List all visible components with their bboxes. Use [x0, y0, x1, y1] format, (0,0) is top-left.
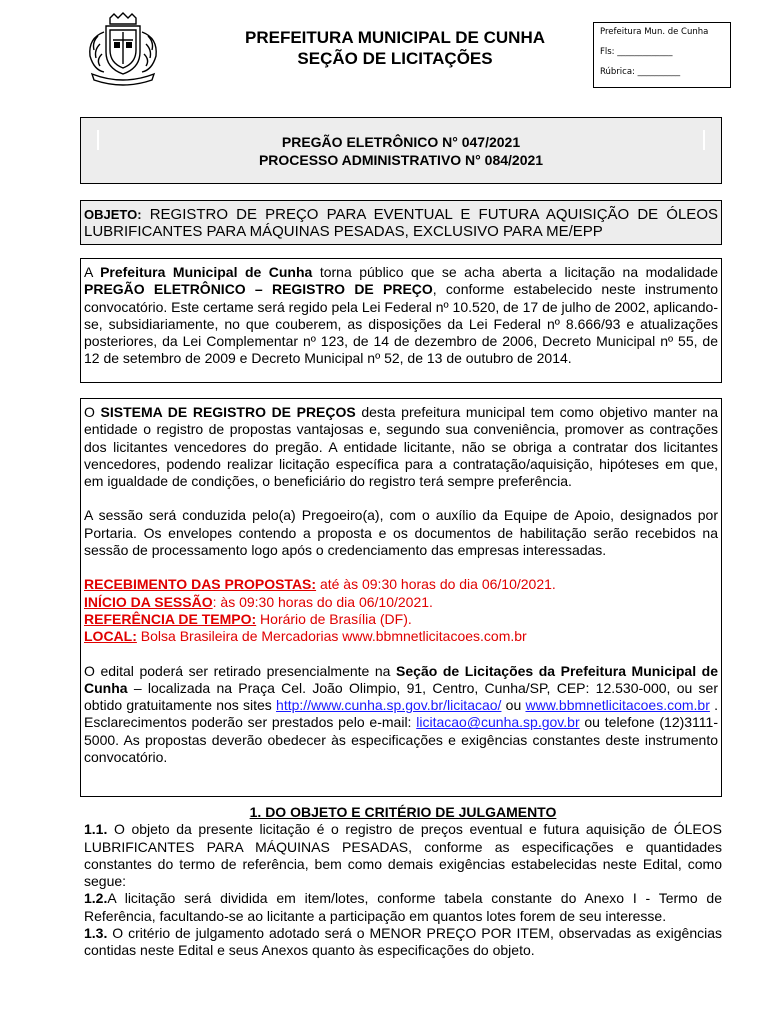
edital-paragraph: O edital poderá ser retirado presencialmente na Seção de Licitações da Prefeitura Municipal de Cunha – localizada na Praça Cel. João Olimpio, 91, Centro, Cunha/SP, CEP: 12.530-000, ou ser obtido gratuitamente nos sites http://www.cunha.sp.gov.br/licitacao/ ou www.bbmnetlicitacoes.com.br . Esclarecimentos poderão ser prestados pelo e-mail: licitacao@cunha.sp.gov.br ou telefone (12)3111-5000. As propostas deverão obedecer às especificações e exigências constantes deste instrumento convocatório. — [84, 662, 719, 766]
intro-text: torna público que se acha aberta a licitação na modalidade — [312, 264, 718, 280]
local-line: LOCAL: Bolsa Brasileira de Mercadorias www.bbmnetlicitacoes.com.br — [84, 628, 527, 645]
intro-text: , conforme estabelecido neste instrumento convocatório. Este certame será regido pela Lei Federal nº 10.520, de 17 de julho de 2002, aplicando-se, subsidiariamente, no que couberem, as disposições da Lei Federal nº 8.666/93 e atualizações posteriores, da Lei Complementar nº 123, de 14 de dezembro de 2006, Decreto Municipal nº 55, de 12 de setembro de 2009 e Decreto Municipal nº 52, de 13 de outubro de 2014. — [84, 281, 719, 367]
header-subtitle: SEÇÃO DE LICITAÇÕES — [297, 49, 493, 68]
stamp-line: Prefeitura Mun. de Cunha — [600, 27, 709, 37]
intro-text: A — [84, 264, 101, 280]
email-link[interactable]: licitacao@cunha.sp.gov.br — [416, 714, 580, 731]
objeto-label: OBJETO: — [84, 207, 142, 222]
pregao-number: PREGÃO ELETRÔNICO N° 047/2021 — [281, 134, 521, 150]
objeto-box — [80, 200, 722, 245]
srp-paragraph: O SISTEMA DE REGISTRO DE PREÇOS desta prefeitura municipal tem como objetivo manter na entidade o registro de propostas vantajosas e, segundo sua conveniência, promover as contrações dos licitantes vencedores do pregão. A entidade licitante, não se obriga a contratar dos licitantes vencedores, podendo realizar licitação específica para a contratação/aquisição, hipóteses em que, em igualdade de condições, o beneficiário do registro terá sempre preferência. — [84, 404, 719, 490]
municipal-crest-logo — [80, 12, 166, 86]
main-info-box — [80, 398, 722, 797]
clause-1-3: 1.3. O critério de julgamento adotado será o MENOR PREÇO POR ITEM, observadas as exigências contidas neste Edital e seus Anexos quanto às especificações do objeto. — [84, 925, 722, 959]
processo-number: PROCESSO ADMINISTRATIVO N° 084/2021 — [258, 152, 544, 168]
intro-bold: Prefeitura Municipal de Cunha — [100, 264, 313, 280]
recebimento-line: RECEBIMENTO DAS PROPOSTAS: até às 09:30 horas do dia 06/10/2021. — [84, 576, 556, 593]
referencia-line: REFERÊNCIA DE TEMPO: Horário de Brasília (DF). — [84, 610, 412, 627]
objeto-text: REGISTRO DE PREÇO PARA EVENTUAL E FUTURA AQUISIÇÃO DE ÓLEOS LUBRIFICANTES PARA MÁQUINAS PESADAS, EXCLUSIVO PARA ME/EPP — [84, 206, 718, 240]
clause-1-1: 1.1. O objeto da presente licitação é o registro de preços eventual e futura aquisição de ÓLEOS LUBRIFICANTES PARA MÁQUINAS PESADAS, conforme as especificações e quantidades constantes do termo de referência, bem como demais exigências estabelecidas neste Edital, como segue: — [84, 821, 722, 890]
pregao-info-box — [80, 117, 722, 184]
intro-bold: PREGÃO ELETRÔNICO – REGISTRO DE PREÇO — [84, 281, 433, 298]
inicio-line: INÍCIO DA SESSÃO: às 09:30 horas do dia 06/10/2021. — [84, 593, 433, 610]
sessao-paragraph: A sessão será conduzida pelo(a) Pregoeiro(a), com o auxílio da Equipe de Apoio, designados por Portaria. Os envelopes contendo a proposta e os documentos de habilitação serão recebidos na sessão de processamento logo após o credenciamento das empresas interessadas. — [84, 507, 718, 559]
bbmnet-link[interactable]: www.bbmnetlicitacoes.com.br — [525, 697, 710, 714]
stamp-line: Rúbrica: __________ — [600, 67, 681, 77]
intro-paragraph-box — [80, 258, 722, 383]
page-stamp-box — [593, 22, 731, 88]
section-1 — [84, 804, 722, 960]
stamp-line: Fls: _____________ — [600, 47, 673, 57]
header-title: PREFEITURA MUNICIPAL DE CUNHA — [244, 28, 546, 47]
section-1-heading: 1. DO OBJETO E CRITÉRIO DE JULGAMENTO — [249, 804, 557, 820]
cunha-licitacao-link[interactable]: http://www.cunha.sp.gov.br/licitacao/ — [276, 697, 502, 714]
clause-1-2: 1.2.A licitação será dividida em item/lotes, conforme tabela constante do Anexo I - Termo de Referência, facultando-se ao licitante a participação em quantos lotes forem de seu interesse. — [84, 890, 722, 924]
